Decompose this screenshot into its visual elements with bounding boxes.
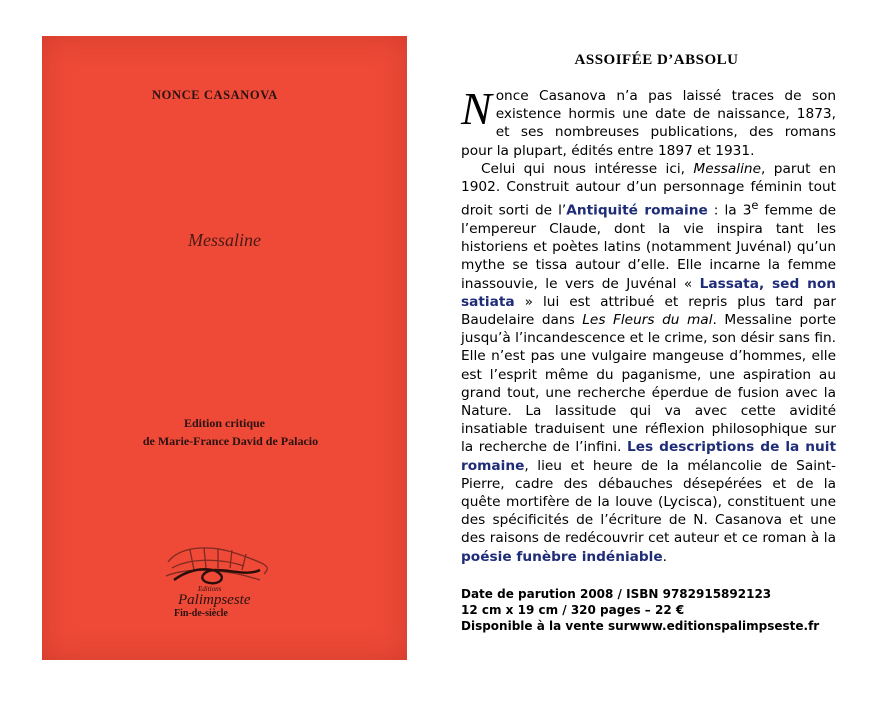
link-nuit-romaine[interactable]: Les descriptions de la nuit romaine: [461, 439, 837, 474]
article: [461, 52, 836, 634]
text-run: » lui est attribué et repris plus tard par Baudelaire dans: [461, 293, 836, 328]
book-info: [461, 586, 836, 634]
text-run: , parut en 1902. Construit autour d’un personnage féminin tout droit sorti de l’: [461, 160, 836, 219]
link-lassata[interactable]: Lassata, sed non satiata: [461, 275, 836, 310]
superscript: e: [751, 198, 759, 213]
logo-name: Palimpseste: [178, 592, 251, 608]
cover-edition: [42, 414, 407, 450]
paragraph-intro: [461, 83, 836, 160]
cover-edition-line2: de Marie-France David de Palacio: [142, 434, 319, 448]
cover-author: NONCE CASANOVA: [152, 88, 278, 102]
article-heading: ASSOIFÉE D’ABSOLU: [574, 52, 739, 68]
info-availability: Disponible à la vente surwww.editionspalimpseste.fr: [461, 618, 820, 633]
text-run: . Messaline porte jusqu’à l’incandescence et le crime, son désir sans fin. Elle n’est pas une vulgaire mangeuse d’hommes, elle est l’esprit même du paganisme, une aspiration au grand tout, une recherche éperdue de fusion avec la Nature. La lassitude qui va avec cette avidité insatiable traduisent une réflexion philosophique sur la recherche de l’infini.: [461, 312, 836, 456]
text-run: .: [662, 548, 668, 565]
italic-title-messaline: Messaline: [693, 160, 762, 177]
info-date-isbn: Date de parution 2008 / ISBN 9782915892123: [461, 586, 772, 601]
paragraph-main: [461, 160, 836, 566]
logo-top-text: Editions: [198, 585, 222, 593]
link-poesie-funebre[interactable]: poésie funèbre indéniable: [461, 548, 663, 565]
logo-collection: Fin-de-siècle: [174, 608, 228, 619]
drop-cap: N: [461, 83, 492, 134]
paragraph-intro-text: once Casanova n’a pas laissé traces de son existence hormis une date de naissance, 1873, et ses nombreuses publications, des romans pour la plupart, édités entre 1897 et 1931.: [461, 88, 836, 159]
italic-title-fleurs-du-mal: Les Fleurs du mal: [582, 312, 713, 328]
info-format-price: 12 cm x 19 cm / 320 pages – 22 €: [461, 602, 685, 617]
text-run: , lieu et heure de la mélancolie de Saint-Pierre, cadre des débauches désepérées et de la quête mortifère de la louve (Lycisca), constituent une des spécificités de l’écriture de N. Casanova et une des raisons de redécouvrir cet auteur et ce roman à la: [461, 457, 836, 547]
publisher-logo: [160, 540, 280, 620]
cover-edition-line1: Edition critique: [183, 416, 265, 430]
text-run: femme de l’empereur Claude, dont la vie inspira tant les historiens et poètes latins (notamment Juvénal) qu’un mythe se tissa autour d’elle. Elle incarne la femme inassouvie, le vers de Juvénal «: [461, 202, 836, 292]
cover-title: Messaline: [188, 230, 261, 250]
text-run: : la 3: [707, 202, 752, 219]
text-run: Celui qui nous intéresse ici,: [481, 160, 694, 177]
link-antiquite-romaine[interactable]: Antiquité romaine: [566, 202, 708, 219]
book-cover: [42, 36, 407, 660]
